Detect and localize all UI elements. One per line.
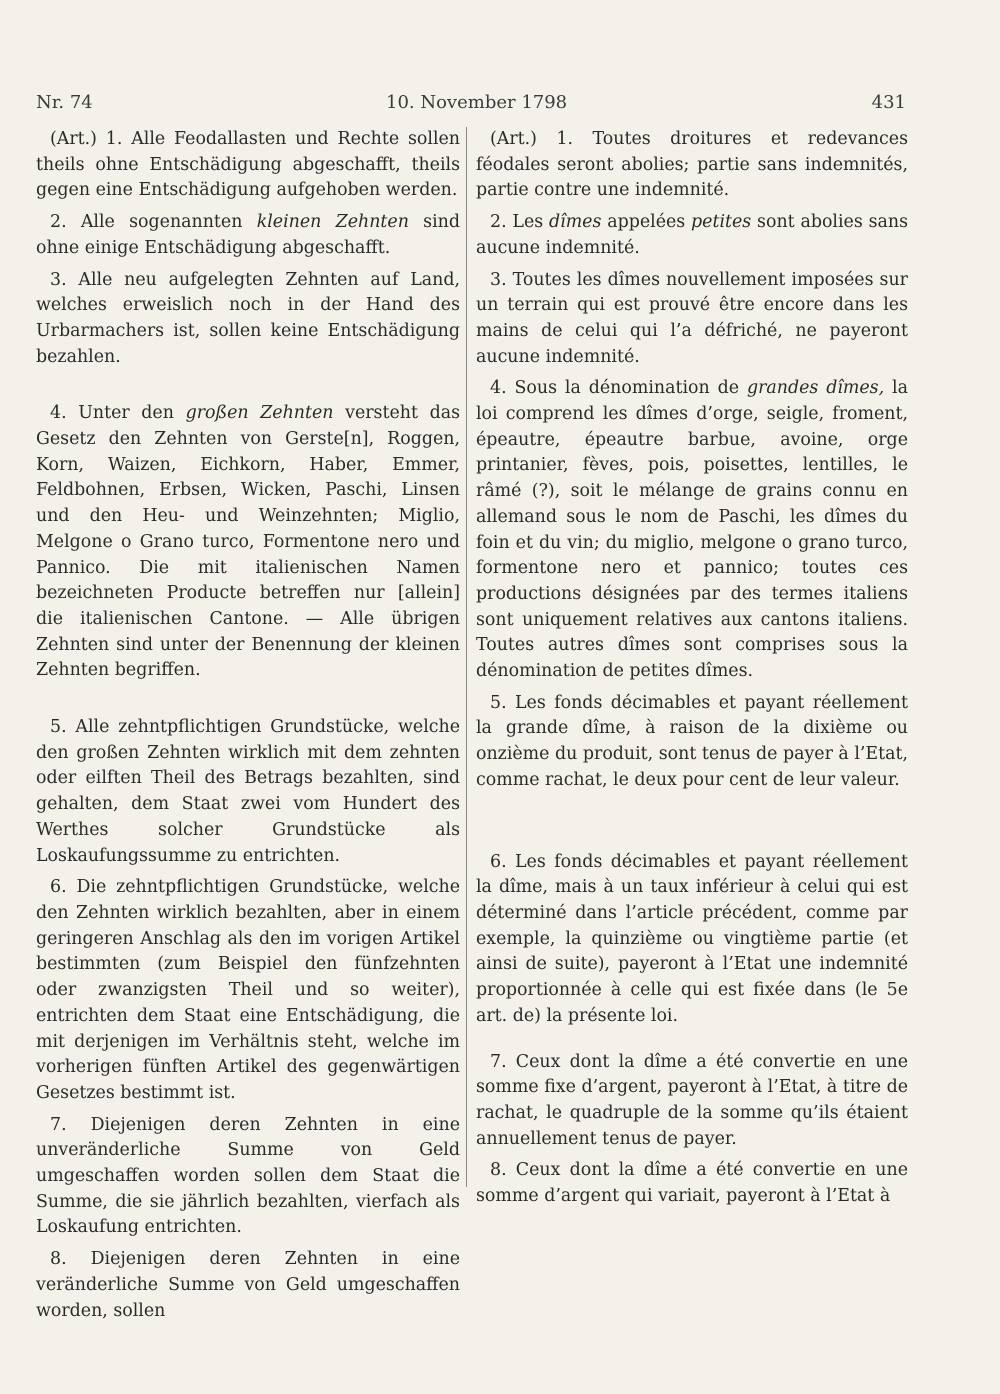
article-2-de: 2. Alle sogenannten kleinen Zehnten sind ohne einige Entschädigung abgeschafft. bbox=[36, 212, 460, 258]
document-date: 10. November 1798 bbox=[386, 92, 568, 113]
article-3-de: 3. Alle neu aufgelegten Zehnten auf Land, welches erweislich noch in der Hand des Urbarmachers ist, sollen keine Entschädigung bezahlen. bbox=[36, 269, 460, 367]
article-1-de: (Art.) 1. Alle Feodallasten und Rechte sollen theils ohne Entschädigung abgeschafft, theils gegen eine Entschädigung aufgehoben werden. bbox=[36, 129, 460, 201]
document-number: Nr. 74 bbox=[36, 92, 93, 113]
article-6-fr: 6. Les fonds décimables et payant réellement la dîme, mais à un taux inférieur à celui qui est déterminé dans l’article précédent, comme par exemple, la quinzième ou vingtième partie (et ainsi de suite), payeront à l’Etat une indemnité proportionnée à celle qui est fixée dans (le 5e art. de) la présente loi. bbox=[476, 851, 908, 1026]
article-7-de: 7. Diejenigen deren Zehnten in eine unveränderliche Summe von Geld umgeschaffen worden sollen dem Staat die Summe, die sie jährlich bezahlten, vierfach als Loskaufung entrichten. bbox=[36, 1114, 460, 1238]
article-5-fr: 5. Les fonds décimables et payant réellement la grande dîme, à raison de la dixième ou onzième du produit, sont tenus de payer à l’Etat, comme rachat, le deux pour cent de leur valeur. bbox=[476, 692, 908, 790]
article-8-de: 8. Diejenigen deren Zehnten in eine veränderliche Summe von Geld umgeschaffen worden, sollen bbox=[36, 1249, 460, 1321]
french-column bbox=[476, 127, 908, 1210]
article-1-fr: (Art.) 1. Toutes droitures et redevances féodales seront abolies; partie sans indemnités, partie contre une indemnité. bbox=[476, 129, 908, 201]
article-4-de: 4. Unter den großen Zehnten versteht das Gesetz den Zehnten von Gerste[n], Roggen, Korn, Waizen, Eichkorn, Haber, Emmer, Feldbohnen, Erbsen, Wicken, Paschi, Linsen und den Heu- und Weinzehnten; Miglio, Melgone o Grano turco, Formentone nero und Pannico. Die mit italienischen Namen bezeichneten Producte betreffen nur [allein] die italienischen Cantone. — Alle übrigen Zehnten sind unter der Benennung der kleinen Zehnten begriffen. bbox=[36, 403, 460, 681]
article-5-de: 5. Alle zehntpflichtigen Grundstücke, welche den großen Zehnten wirklich mit dem zehnten oder eilften Theil des Betrags bezahlten, sind gehalten, dem Staat zwei vom Hundert des Werthes solcher Grundstücke als Loskaufungssumme zu entrichten. bbox=[36, 717, 460, 866]
page-number: 431 bbox=[871, 92, 906, 113]
article-4-fr: 4. Sous la dénomination de grandes dîmes, la loi comprend les dîmes d’orge, seigle, froment, épeautre, épeautre barbue, avoine, orge printanier, fèves, pois, poisettes, lentilles, le râmé (?), soit le mélange de grains connu en allemand sous le nom de Paschi, les dîmes du foin et du vin; du miglio, melgone o grano turco, formentone nero et pannico; toutes ces productions désignées par des termes italiens sont uniquement relatives aux cantons italiens. Toutes autres dîmes sont comprises sous la dénomination de petites dîmes. bbox=[476, 378, 908, 682]
article-6-de: 6. Die zehntpflichtigen Grundstücke, welche den Zehnten wirklich bezahlten, aber in einem geringeren Anschlag als den im vorigen Artikel bestimmten (zum Beispiel den fünfzehnten oder zwanzigsten Theil und so weiter), entrichten dem Staat eine Entschädigung, die mit derjenigen im Verhältnis steht, welche im vorherigen fünften Artikel des gegenwärtigen Gesetzes bestimmt ist. bbox=[36, 877, 460, 1103]
article-3-fr: 3. Toutes les dîmes nouvellement imposées sur un terrain qui est prouvé être encore dans les mains de celui qui l’a défriché, ne payeront aucune indemnité. bbox=[476, 269, 908, 367]
german-column bbox=[36, 127, 460, 1324]
article-8-fr: 8. Ceux dont la dîme a été convertie en une somme d’argent qui variait, payeront à l’Etat à bbox=[476, 1160, 908, 1207]
column-divider bbox=[466, 127, 467, 1187]
article-7-fr: 7. Ceux dont la dîme a été convertie en une somme fixe d’argent, payeront à l’Etat, à titre de rachat, le quadruple de la somme qu’ils étaient annuellement tenus de payer. bbox=[476, 1051, 908, 1149]
article-2-fr: 2. Les dîmes appelées petites sont abolies sans aucune indemnité. bbox=[476, 212, 908, 258]
